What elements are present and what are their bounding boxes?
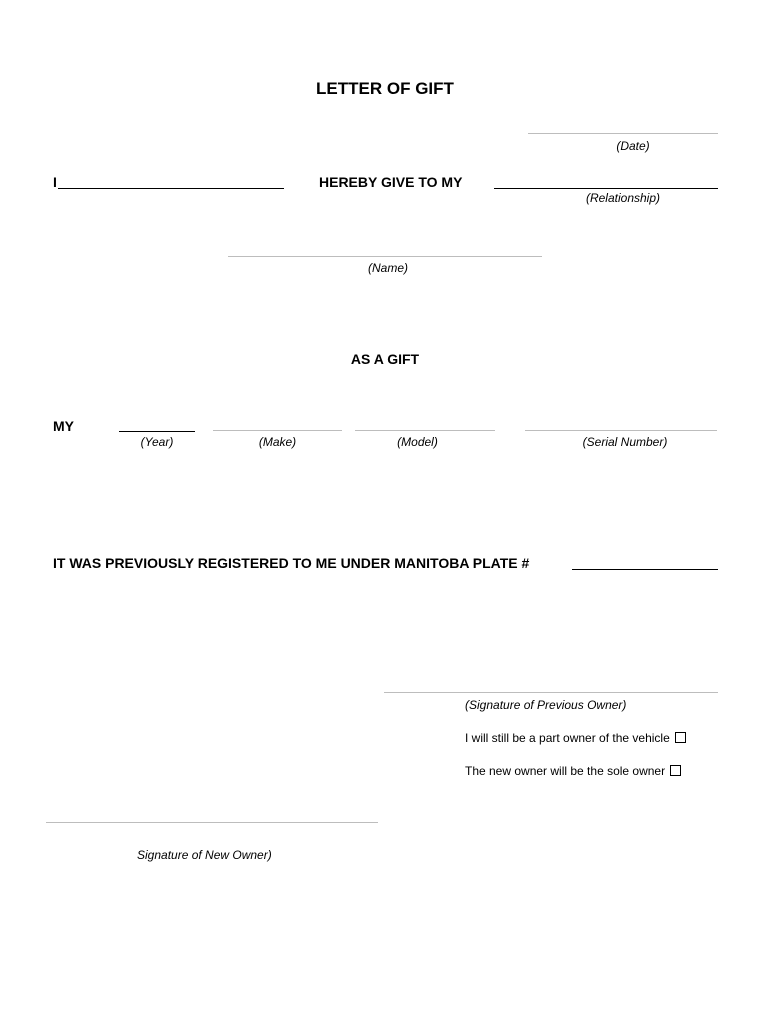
new-owner-signature-line[interactable]: [46, 822, 378, 823]
new-owner-signature-label: Signature of New Owner): [137, 848, 272, 862]
year-label: (Year): [140, 435, 174, 449]
previous-owner-signature-line[interactable]: [384, 692, 718, 693]
plate-number-line[interactable]: [572, 569, 718, 570]
name-label: (Name): [367, 261, 408, 275]
giver-prefix: I: [53, 174, 57, 190]
my-text: MY: [53, 418, 74, 434]
option-sole-owner-label: The new owner will be the sole owner: [465, 764, 666, 778]
part-owner-checkbox[interactable]: [675, 732, 686, 743]
relationship-label: (Relationship): [585, 191, 661, 205]
date-label: (Date): [616, 139, 650, 153]
as-gift-text: AS A GIFT: [350, 351, 420, 367]
option-part-owner-label: I will still be a part owner of the vehicle: [465, 731, 670, 745]
model-label: (Model): [397, 435, 438, 449]
relationship-line[interactable]: [494, 188, 718, 189]
previously-registered-text: IT WAS PREVIOUSLY REGISTERED TO ME UNDER MANITOBA PLATE #: [53, 555, 530, 571]
serial-number-line[interactable]: [525, 430, 717, 431]
giver-name-line[interactable]: [58, 188, 284, 189]
date-line[interactable]: [528, 133, 718, 134]
option-part-owner: [465, 731, 686, 745]
sole-owner-checkbox[interactable]: [670, 765, 681, 776]
option-sole-owner: [465, 764, 681, 778]
recipient-name-line[interactable]: [228, 256, 542, 257]
document-title: LETTER OF GIFT: [316, 79, 454, 98]
make-line[interactable]: [213, 430, 342, 431]
make-label: (Make): [258, 435, 297, 449]
previous-owner-signature-label: (Signature of Previous Owner): [465, 698, 627, 712]
year-line[interactable]: [119, 431, 195, 432]
serial-number-label: (Serial Number): [582, 435, 668, 449]
model-line[interactable]: [355, 430, 495, 431]
hereby-text: HEREBY GIVE TO MY: [319, 174, 463, 190]
